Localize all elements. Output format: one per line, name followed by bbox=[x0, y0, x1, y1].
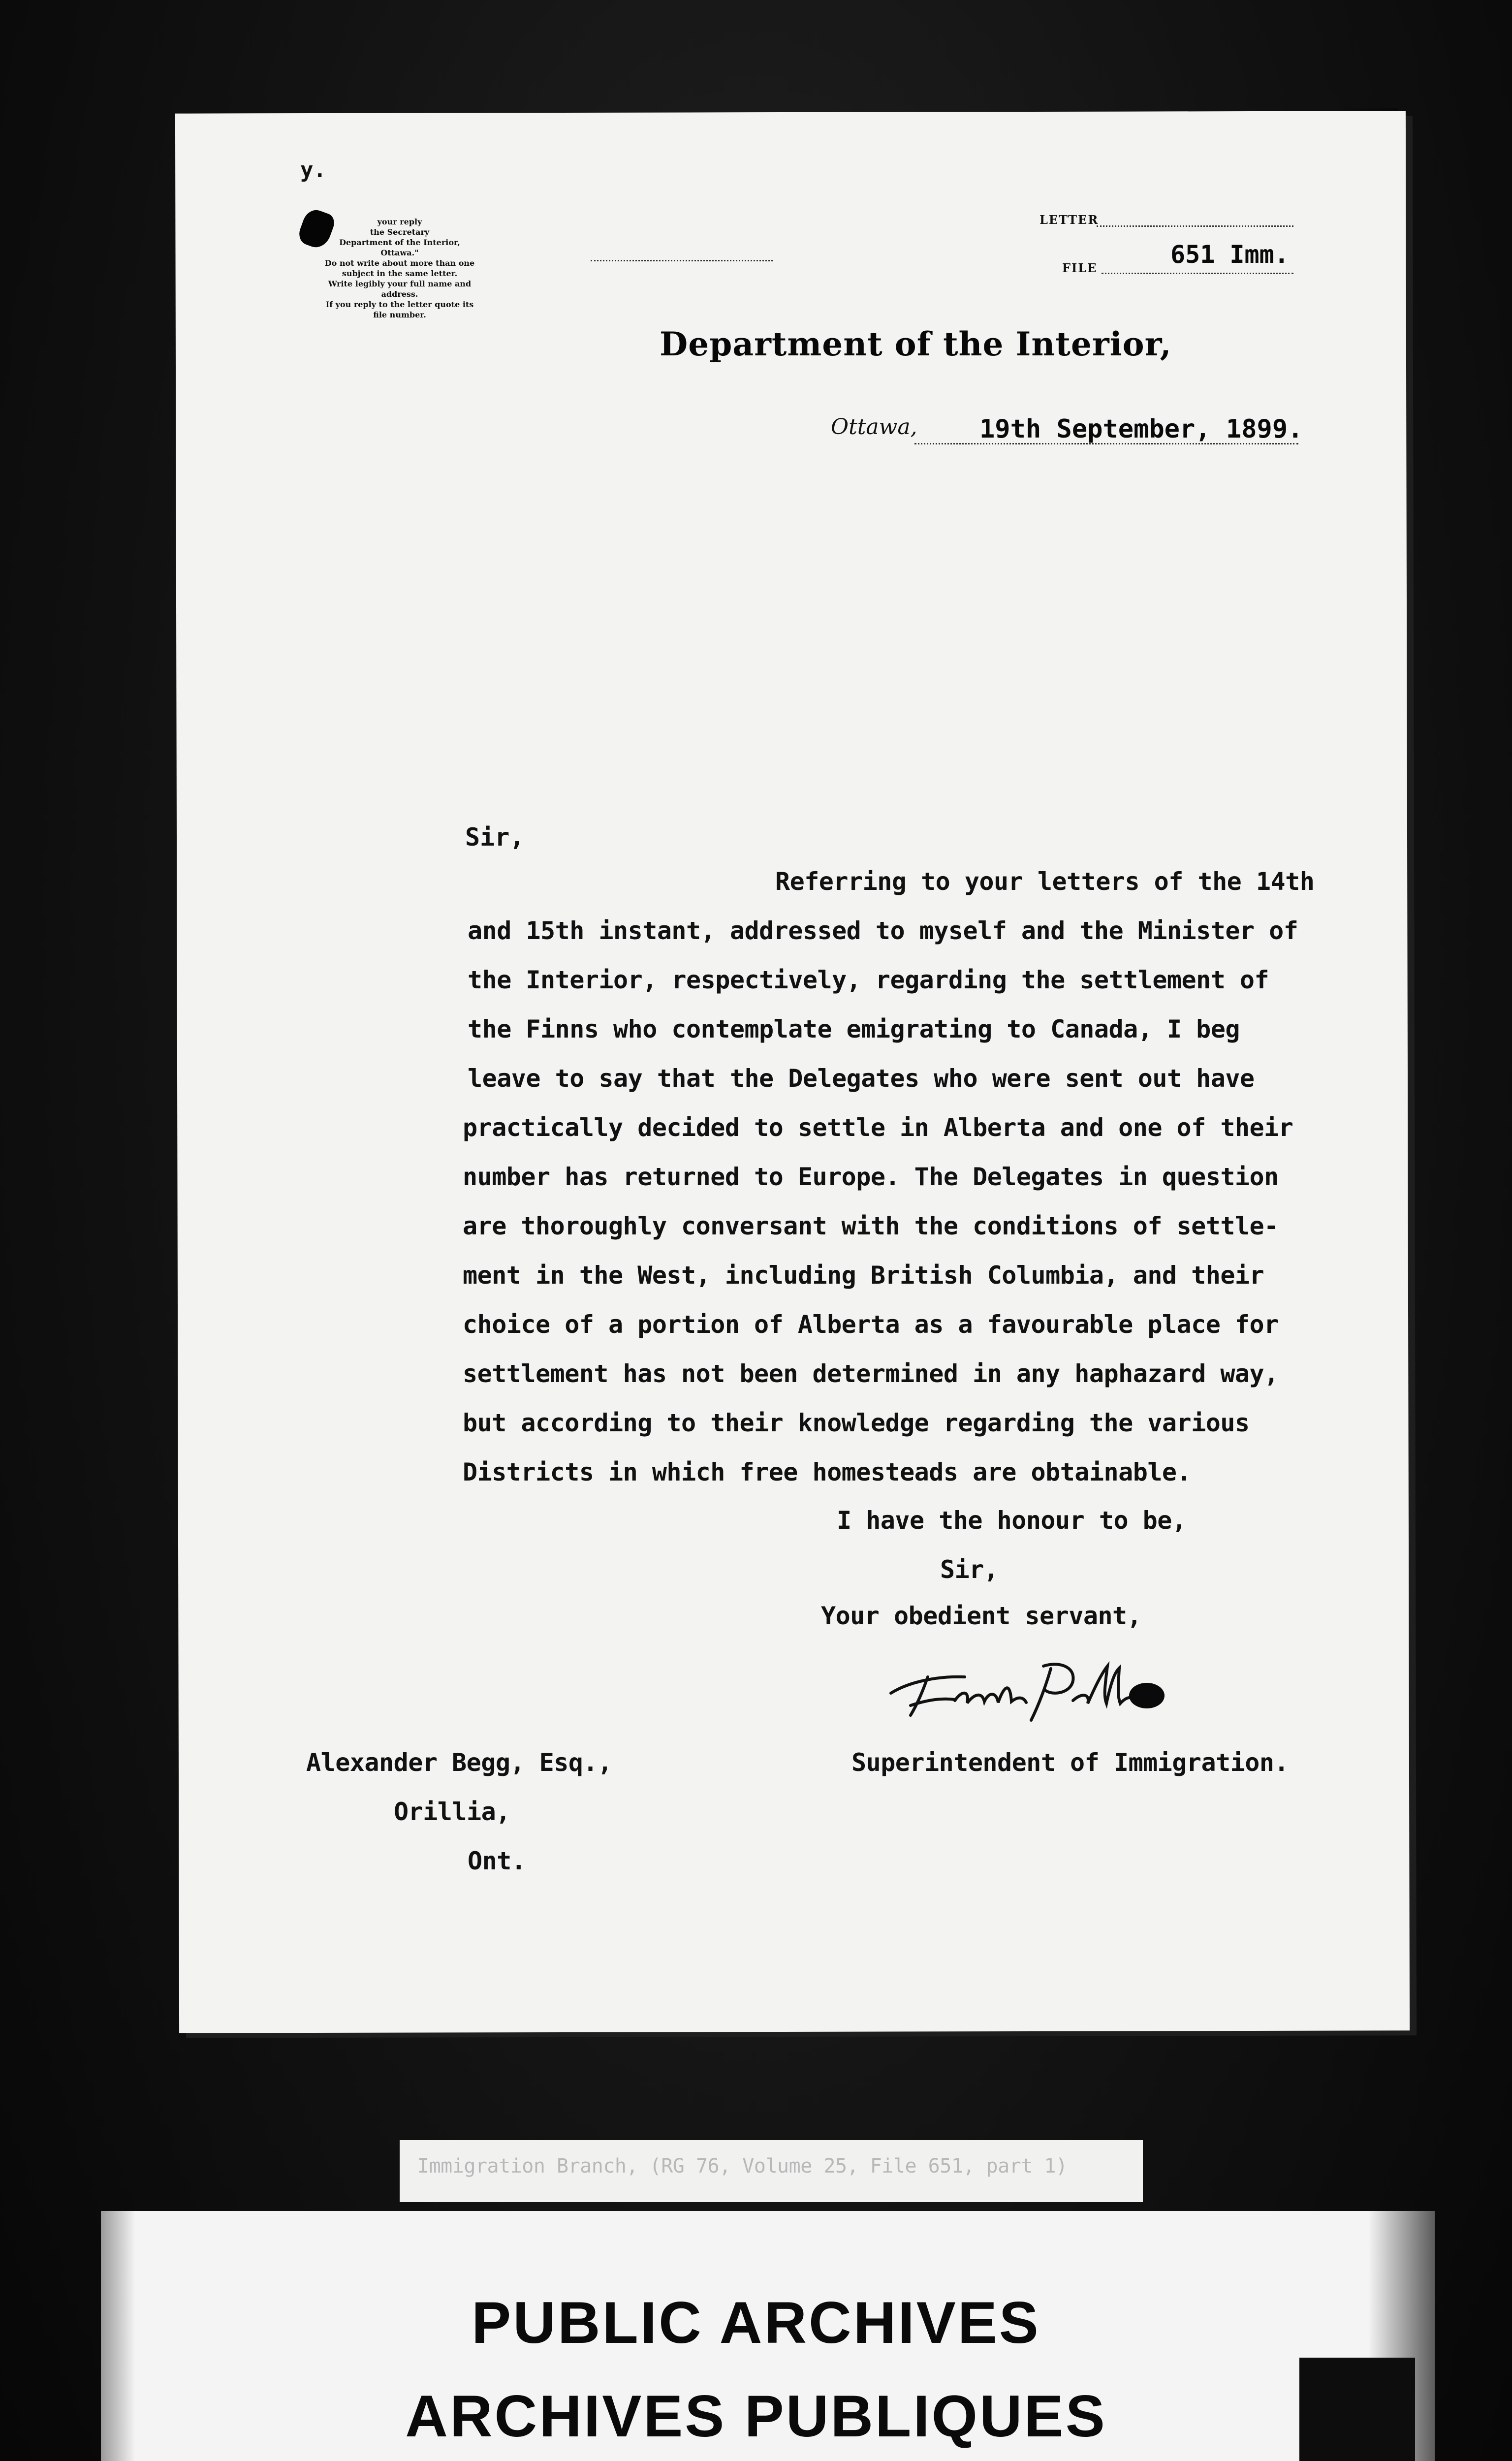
instruction-line: the Secretary bbox=[370, 227, 430, 237]
letter-number-line bbox=[1097, 225, 1293, 227]
instruction-line: Write legibly your full name and bbox=[328, 279, 472, 288]
department-heading: Department of the Interior, bbox=[660, 325, 1172, 363]
addressee-line: Ont. bbox=[468, 1847, 526, 1875]
addressee-line: Orillia, bbox=[394, 1798, 510, 1826]
signature bbox=[881, 1646, 1176, 1725]
letter-date: 19th September, 1899. bbox=[979, 414, 1303, 444]
instruction-line: If you reply to the letter quote its bbox=[325, 300, 474, 309]
salutation: Sir, bbox=[465, 823, 525, 852]
instruction-line: Department of the Interior, bbox=[339, 238, 460, 247]
addressee-line: Alexander Begg, Esq., bbox=[306, 1748, 612, 1777]
body-line: number has returned to Europe. The Delegates in question bbox=[463, 1163, 1279, 1191]
file-number-line bbox=[1102, 273, 1293, 274]
archive-reference: Immigration Branch, (RG 76, Volume 25, File 651, part 1) bbox=[417, 2155, 1068, 2177]
body-line: the Interior, respectively, regarding the settlement of bbox=[468, 966, 1269, 994]
archive-title-fr: ARCHIVES PUBLIQUES bbox=[405, 2383, 1107, 2449]
body-line: leave to say that the Delegates who were sent out have bbox=[468, 1064, 1255, 1093]
signer-title: Superintendent of Immigration. bbox=[851, 1748, 1289, 1777]
letter-label: LETTER bbox=[1040, 213, 1099, 227]
closing-line: Sir, bbox=[940, 1555, 999, 1584]
body-line: ment in the West, including British Columbia, and their bbox=[463, 1261, 1264, 1290]
corner-mark: y. bbox=[300, 158, 326, 183]
dotted-rule bbox=[591, 260, 773, 261]
body-line: but according to their knowledge regarding the various bbox=[463, 1409, 1250, 1437]
body-line: Districts in which free homesteads are obtainable. bbox=[463, 1458, 1192, 1486]
instruction-line: subject in the same letter. bbox=[342, 269, 458, 278]
instruction-line: Do not write about more than one bbox=[324, 258, 475, 268]
body-line: the Finns who contemplate emigrating to Canada, I beg bbox=[468, 1015, 1240, 1043]
body-line: and 15th instant, addressed to myself and the Minister of bbox=[468, 916, 1298, 945]
instruction-line: file number. bbox=[373, 310, 426, 319]
body-line: practically decided to settle in Alberta and one of their bbox=[463, 1113, 1293, 1142]
instruction-line: your reply bbox=[377, 217, 422, 226]
instruction-line: Ottawa." bbox=[380, 248, 419, 257]
place-label: Ottawa, bbox=[831, 414, 917, 440]
closing-line: Your obedient servant, bbox=[821, 1602, 1142, 1630]
body-line: Referring to your letters of the 14th bbox=[775, 867, 1315, 896]
file-label: FILE bbox=[1062, 261, 1098, 275]
archive-title-en: PUBLIC ARCHIVES bbox=[472, 2290, 1040, 2356]
closing-line: I have the honour to be, bbox=[837, 1506, 1187, 1535]
reply-instructions bbox=[306, 217, 493, 320]
instruction-line: address. bbox=[381, 289, 418, 299]
body-line: choice of a portion of Alberta as a favourable place for bbox=[463, 1310, 1279, 1339]
body-line: settlement has not been determined in any haphazard way, bbox=[463, 1359, 1279, 1388]
file-number: 651 Imm. bbox=[1170, 240, 1289, 269]
body-line: are thoroughly conversant with the conditions of settle- bbox=[463, 1212, 1279, 1240]
